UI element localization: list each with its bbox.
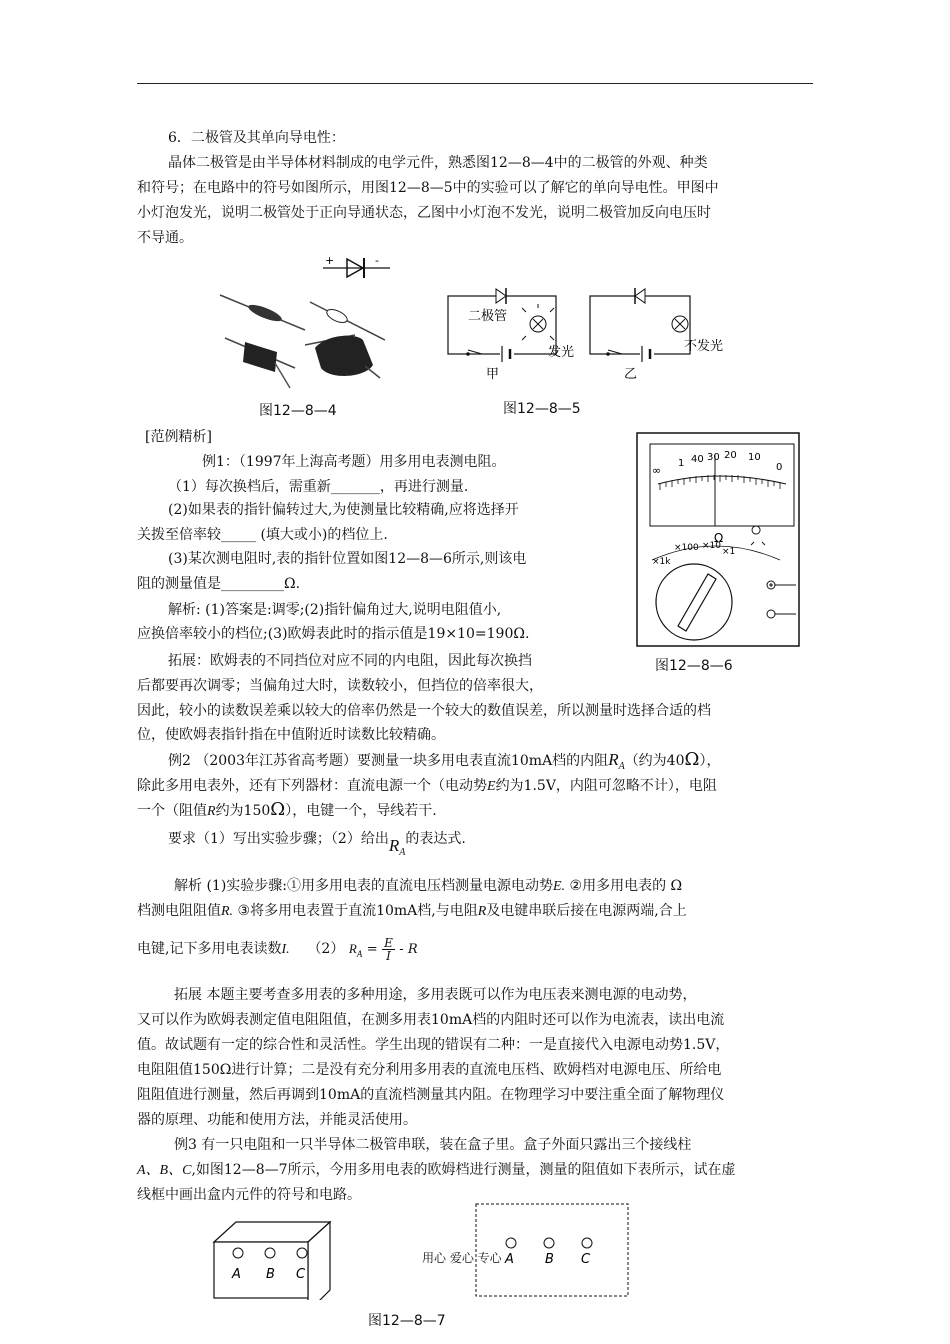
- formula-R: R: [348, 941, 357, 956]
- yi-label: 乙: [624, 367, 638, 382]
- fig7-caption: 图12—8—7: [368, 1313, 446, 1329]
- var-E: E: [487, 779, 496, 794]
- example2-line3c: ），电键一个，导线若干.: [285, 803, 437, 819]
- example2-requirement: [168, 828, 466, 858]
- example3-line1: 例3 有一只电阻和一只半导体二极管串联，装在盒子里。盒子外面只露出三个接线柱: [174, 1137, 692, 1153]
- example1-extension-line3: 因此，较小的读数误差乘以较大的倍率仍然是一个较大的数值误差，所以测量时选择合适的档: [137, 703, 711, 719]
- section-heading: 6．二极管及其单向导电性：: [168, 130, 345, 146]
- scale-30: 30: [707, 452, 720, 463]
- diode-photo-1: [220, 295, 305, 330]
- example2-req-b: 的表达式.: [405, 831, 466, 847]
- example1-extension-line2: 后都要再次调零；当偏角过大时，读数较小，但挡位的倍率很大，: [137, 678, 543, 694]
- formula-minus-R: - R: [399, 942, 418, 957]
- range-x1k: ×1k: [652, 557, 671, 567]
- example-tag: [范例精析]: [145, 429, 212, 445]
- glow-label: 发光: [548, 345, 575, 360]
- example2-line2b: 约为1.5V，内阻可忽略不计），电阻: [495, 778, 717, 794]
- formula-E: E: [384, 935, 393, 950]
- dash-label-B: B: [545, 1252, 554, 1267]
- scale-10: 10: [748, 452, 761, 463]
- range-x1: ×1: [722, 547, 736, 557]
- diode-photo-2: [310, 302, 385, 340]
- formula-equals: =: [366, 942, 378, 957]
- diode-label: 二极管: [468, 309, 508, 324]
- example2-extension-line1: 拓展 本题主要考查多用表的多种用途，多用表既可以作为电压表来测电源的电动势，: [174, 987, 697, 1003]
- intro-line-2: 和符号；在电路中的符号如图所示，用图12—8—5中的实验可以了解它的单向导电性。甲图中: [137, 180, 719, 196]
- jia-label: 甲: [486, 367, 500, 382]
- box-label-B: B: [266, 1267, 275, 1282]
- example2-ans-2c: 及电键串联后接在电源两端,合上: [486, 903, 687, 919]
- intro-line-3: 小灯泡发光，说明二极管处于正向导通状态，乙图中小灯泡不发光，说明二极管加反向电压时: [137, 205, 711, 221]
- range-x100: ×100: [674, 543, 699, 553]
- header-rule: [137, 83, 813, 84]
- var-sub-A2: A: [399, 846, 406, 858]
- example1-answer-line2: 应换倍率较小的档位;(3)欧姆表此时的指示值是19×10=190Ω.: [137, 626, 530, 642]
- example2-extension-line2: 又可以作为欧姆表测定值电阻阻值，在测多用表10mA档的内阻时还可以作为电流表，读出电流: [137, 1012, 725, 1028]
- example2-ans-2a: 档测电阻阻值: [137, 903, 221, 919]
- example2-ans-3a: 电键,记下多用电表读数: [137, 941, 282, 957]
- dash-label-A: A: [505, 1252, 514, 1267]
- example1-title: 例1：（1997年上海高考题）用多用电表测电阻。: [202, 454, 506, 470]
- diode-photo-3: [225, 338, 295, 388]
- example2-line1a: 例2 （2003年江苏省高考题）要测量一块多用电表直流10mA档的内阻: [168, 753, 609, 769]
- example2-ans-1b: ②用多用电表的 Ω: [569, 878, 683, 894]
- example2-line1b: （约为40: [624, 753, 685, 769]
- example2-ans-2b: ③将多用电表置于直流10mA档,与电阻: [237, 903, 478, 919]
- scale-infinity: ∞: [652, 464, 662, 477]
- example3-terminals: A、B、C: [137, 1163, 192, 1178]
- example2-answer-line1: [174, 876, 682, 897]
- diode-symbol: [323, 254, 390, 278]
- example2-extension-line3: 值。故试题有一定的综合性和灵活性。学生出现的错误有二种：一是直接代入电源电动势1.5V，: [137, 1037, 730, 1053]
- example2-extension-line5: 阻阻值进行测量，然后再调到10mA的直流档测量其内阻。在物理学习中要注重全面了解物理仪: [137, 1087, 725, 1103]
- intro-line-1: 晶体二极管是由半导体材料制成的电学元件，熟悉图12—8—4中的二极管的外观、种类: [168, 155, 708, 171]
- fig4-caption: 图12—8—4: [259, 403, 337, 419]
- formula-sub-A: A: [356, 948, 363, 959]
- example2-line1: [168, 750, 720, 777]
- omega-label: Ω: [714, 531, 724, 545]
- var-R5: R: [477, 904, 487, 919]
- minus-sign: -: [375, 254, 379, 267]
- diode-photos-figure: [215, 250, 405, 390]
- example2-line3a: 一个（阻值: [137, 803, 207, 819]
- example2-line3: [137, 800, 437, 822]
- example2-extension-line6: 器的原理、功能和使用方法，并能灵活使用。: [137, 1112, 417, 1128]
- example1-extension-line4: 位，使欧姆表指针指在中值附近时读数比较精确。: [137, 727, 445, 743]
- example2-answer-line3: [137, 934, 418, 964]
- var-R4: R.: [221, 904, 234, 919]
- formula-I: I: [386, 948, 391, 963]
- scale-40: 40: [691, 454, 704, 465]
- example1-q2-line2: 关拨至倍率较_____ (填大或小)的档位上.: [137, 527, 388, 543]
- example1-answer-line1: 解析: (1)答案是:调零;(2)指针偏角过大,说明电阻值小,: [168, 602, 502, 618]
- no-glow-label: 不发光: [684, 339, 724, 354]
- circuit-jia: [448, 288, 574, 382]
- example2-ans-3b: （2）: [307, 941, 345, 957]
- intro-line-4: 不导通。: [137, 230, 193, 246]
- fig5-caption: 图12—8—5: [503, 401, 581, 417]
- box-label-C: C: [296, 1267, 306, 1282]
- circuit-yi: [590, 288, 723, 382]
- var-R2: R: [207, 804, 216, 819]
- example1-q2-line1: (2)如果表的指针偏转过大,为使测量比较精确,应将选择开: [168, 502, 519, 518]
- example2-extension-line4: 电阻阻值150Ω进行计算；二是没有充分利用多用表的直流电压档、欧姆档对电源电压、所给电: [137, 1062, 722, 1078]
- example2-line1c: ），: [699, 753, 721, 769]
- example2-line2a: 除此多用电表外，还有下列器材：直流电源一个（电动势: [137, 778, 487, 794]
- example2-req-a: 要求（1）写出实验步骤；（2）给出: [168, 831, 389, 847]
- var-sub-A: A: [618, 760, 625, 772]
- example2-answer-line2: [137, 901, 687, 922]
- scale-20: 20: [724, 450, 737, 461]
- scale-1k: 1: [678, 458, 685, 469]
- formula-fraction: [382, 937, 395, 962]
- example2-line3b: 约为150: [215, 803, 271, 819]
- fig6-caption: 图12—8—6: [655, 658, 733, 674]
- dash-label-C: C: [581, 1252, 591, 1267]
- plus-sign: +: [325, 254, 335, 267]
- var-E2: E.: [553, 879, 566, 894]
- ohm-symbol-2: Ω: [270, 799, 286, 820]
- example1-q3-line2: 阻的测量值是_________Ω.: [137, 576, 301, 592]
- example3-line3: 线框中画出盒内元件的符号和电路。: [137, 1187, 361, 1203]
- range-x10: ×10: [702, 541, 721, 551]
- terminal-minus: [767, 610, 775, 618]
- var-R3: R: [388, 836, 400, 855]
- example1-q3-line1: (3)某次测电阻时,表的指针位置如图12—8—6所示,则该电: [168, 551, 527, 567]
- example1-q1: （1）每次换档后，需重新_______，再进行测量.: [168, 479, 469, 495]
- ohm-symbol: Ω: [684, 749, 700, 770]
- black-box-3d: [212, 1220, 332, 1300]
- scale-0: 0: [776, 462, 783, 473]
- diode-photo-4: [305, 335, 380, 378]
- box-label-A: A: [232, 1267, 241, 1282]
- footer-text: 用心 爱心 专心: [422, 1251, 502, 1265]
- diode-circuit-figure: [440, 282, 740, 384]
- example2-ans-1a: 解析 (1)实验步骤:①用多用电表的直流电压档测量电源电动势: [174, 878, 553, 894]
- var-R: R: [608, 750, 619, 769]
- example1-extension-line1: 拓展：欧姆表的不同挡位对应不同的内电阻，因此每次换挡: [168, 653, 532, 669]
- var-I: I.: [281, 942, 290, 957]
- example3-line2: [137, 1160, 736, 1181]
- example2-line2: [137, 776, 717, 797]
- multimeter-figure: [636, 432, 800, 648]
- example3-line2-text: ,如图12—8—7所示，今用多用电表的欧姆档进行测量，测量的阻值如下表所示，试在虚: [191, 1162, 736, 1178]
